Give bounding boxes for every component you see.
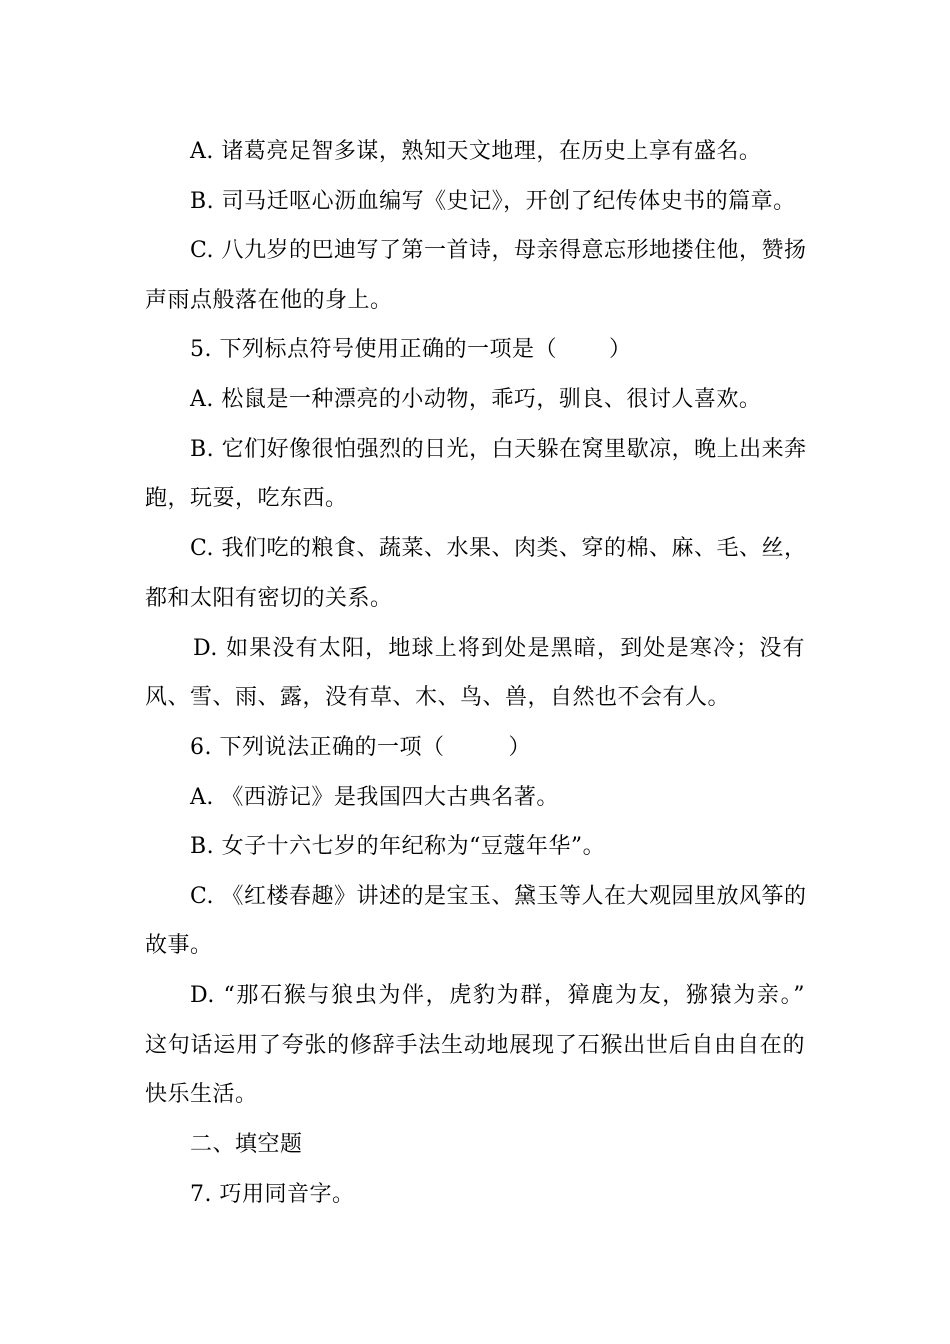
q6-stem (190, 733, 860, 763)
q6-option-c-line1: C. 《红楼春趣》讲述的是宝玉、黛玉等人在大观园里放风筝的 (190, 884, 807, 909)
q6-option-d-line1: D. “那石猴与狼虫为伴，虎豹为群，獐鹿为友，猕猿为亲。” (190, 983, 805, 1008)
section-heading-fill-in: 二、填空题 (190, 1132, 303, 1157)
q6-stem-text: 6. 下列说法正确的一项（ (190, 735, 445, 760)
q7-stem: 7. 巧用同音字。 (190, 1182, 355, 1207)
q5-stem-text: 5. 下列标点符号使用正确的一项是（ (190, 337, 557, 362)
q5-option-c-line1: C. 我们吃的粮食、蔬菜、水果、肉类、穿的棉、麻、毛、丝， (190, 536, 807, 561)
q5-option-a: A. 松鼠是一种漂亮的小动物，乖巧，驯良、很讨人喜欢。 (190, 387, 762, 412)
q4-option-c-line1: C. 八九岁的巴迪写了第一首诗，母亲得意忘形地搂住他，赞扬 (190, 238, 807, 263)
q4-option-b: B. 司马迁呕心沥血编写《史记》，开创了纪传体史书的篇章。 (190, 189, 796, 214)
q5-stem-close: ） (609, 337, 632, 362)
q5-option-d-line1: D. 如果没有太阳，地球上将到处是黑暗，到处是寒冷；没有 (193, 636, 805, 661)
q5-option-b-line2: 跑，玩耍，吃东西。 (145, 486, 348, 511)
q5-stem (190, 335, 860, 365)
q6-option-a: A. 《西游记》是我国四大古典名著。 (190, 785, 559, 810)
q5-option-c-line2: 都和太阳有密切的关系。 (145, 586, 393, 611)
q4-option-c-line2: 声雨点般落在他的身上。 (145, 288, 393, 313)
q4-option-a: A. 诸葛亮足智多谋，熟知天文地理，在历史上享有盛名。 (190, 139, 762, 164)
q6-stem-close: ） (508, 735, 531, 760)
q5-option-d-line2: 风、雪、雨、露，没有草、木、鸟、兽，自然也不会有人。 (145, 685, 731, 710)
q6-option-d-line2: 这句话运用了夸张的修辞手法生动地展现了石猴出世后自由自在的 (145, 1033, 805, 1058)
q6-option-c-line2: 故事。 (145, 933, 213, 958)
q6-option-d-line3: 快乐生活。 (145, 1082, 258, 1107)
q5-option-b-line1: B. 它们好像很怕强烈的日光，白天躲在窝里歇凉，晚上出来奔 (190, 437, 807, 462)
q6-option-b: B. 女子十六七岁的年纪称为“豆蔻年华”。 (190, 834, 606, 859)
